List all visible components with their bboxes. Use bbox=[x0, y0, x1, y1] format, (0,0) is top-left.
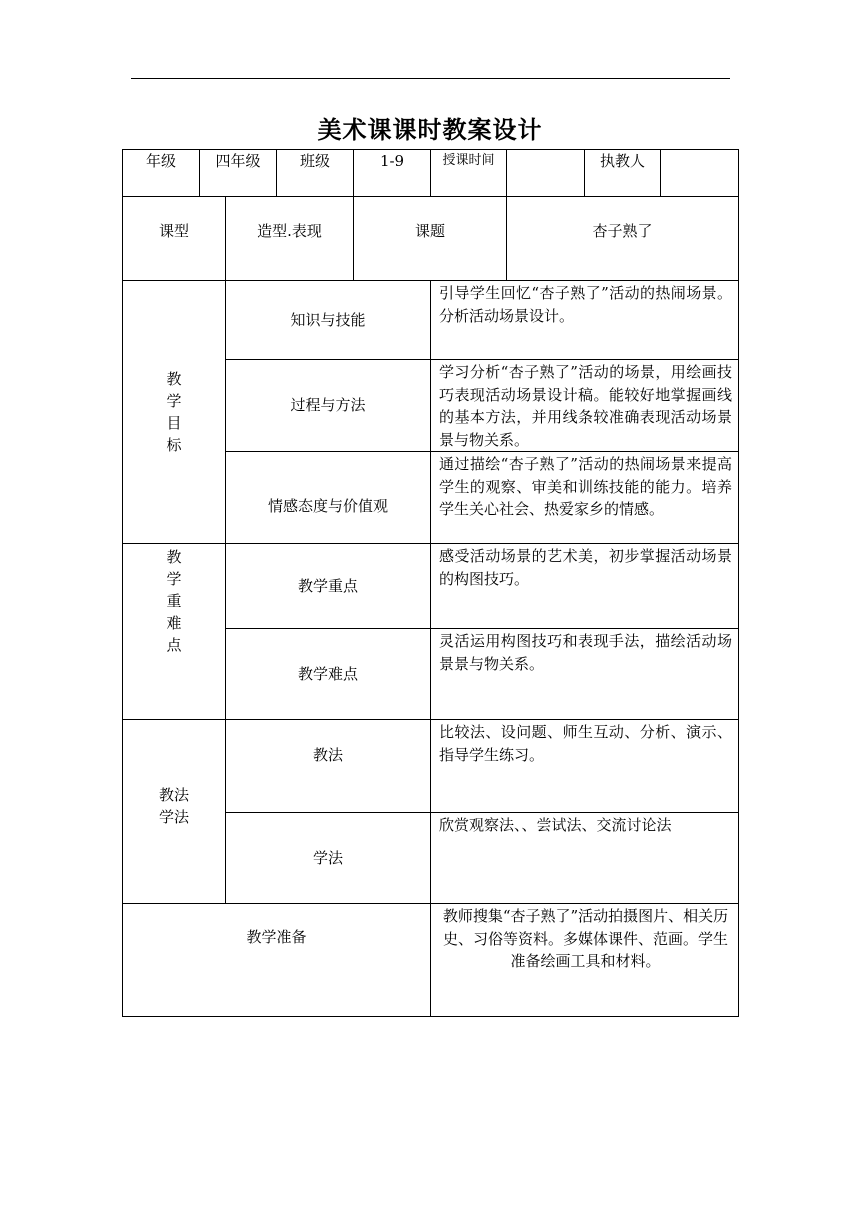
lesson-type-label: 课型 bbox=[123, 197, 226, 281]
objectives-label-char: 教 bbox=[166, 370, 182, 388]
class-value: 1-9 bbox=[354, 150, 431, 197]
lesson-row bbox=[123, 197, 739, 281]
emotion-text: 通过描绘“杏子熟了”活动的热闹场景来提高学生的观察、审美和训练技能的能力。培养学生关心社会、热爱家乡的情感。 bbox=[431, 452, 739, 544]
time-label: 授课时间 bbox=[431, 150, 507, 197]
grade-label: 年级 bbox=[123, 150, 200, 197]
methods-label bbox=[123, 720, 226, 904]
lesson-topic-value: 杏子熟了 bbox=[507, 197, 739, 281]
key-points-label-char: 点 bbox=[166, 636, 182, 654]
objectives-label-char: 学 bbox=[166, 392, 182, 410]
page-title: 美术课课时教案设计 bbox=[317, 116, 543, 144]
process-label: 过程与方法 bbox=[226, 360, 431, 452]
key-text: 感受活动场景的艺术美，初步掌握活动场景的构图技巧。 bbox=[431, 544, 739, 629]
header-rule bbox=[131, 78, 730, 79]
teaching-method-text: 比较法、设问题、师生互动、分析、演示、指导学生练习。 bbox=[431, 720, 739, 813]
objectives-label-char: 目 bbox=[166, 414, 182, 432]
grade-value: 四年级 bbox=[200, 150, 277, 197]
objectives-label-char: 标 bbox=[166, 436, 182, 454]
learning-method-label: 学法 bbox=[226, 813, 431, 904]
lesson-plan-table bbox=[122, 149, 739, 1017]
lesson-topic-label: 课题 bbox=[354, 197, 507, 281]
process-text: 学习分析“杏子熟了”活动的场景，用绘画技巧表现活动场景设计稿。能较好地掌握画线的基本方法，并用线条较准确表现活动场景景与物关系。 bbox=[431, 360, 739, 452]
learning-method-text: 欣赏观察法、、尝试法、交流讨论法 bbox=[431, 813, 739, 904]
teaching-method-label: 教法 bbox=[226, 720, 431, 813]
key-points-label bbox=[123, 544, 226, 720]
key-points-label-char: 教 bbox=[166, 548, 182, 566]
preparation-row bbox=[123, 904, 739, 1017]
class-label: 班级 bbox=[277, 150, 354, 197]
methods-label-line: 学法 bbox=[158, 807, 189, 826]
key-point-row bbox=[123, 544, 739, 629]
key-label: 教学重点 bbox=[226, 544, 431, 629]
teacher-value bbox=[661, 150, 739, 197]
header-row bbox=[123, 150, 739, 197]
preparation-label: 教学准备 bbox=[123, 904, 431, 1017]
teaching-method-row bbox=[123, 720, 739, 813]
key-points-label-char: 重 bbox=[166, 592, 182, 610]
difficult-label: 教学难点 bbox=[226, 629, 431, 720]
lesson-type-value: 造型.表现 bbox=[226, 197, 354, 281]
key-points-label-char: 学 bbox=[166, 570, 182, 588]
knowledge-label: 知识与技能 bbox=[226, 281, 431, 360]
objectives-label bbox=[123, 281, 226, 544]
key-points-label-char: 难 bbox=[166, 614, 182, 632]
teacher-label: 执教人 bbox=[585, 150, 661, 197]
time-value bbox=[507, 150, 585, 197]
emotion-label: 情感态度与价值观 bbox=[226, 452, 431, 544]
preparation-text: 教师搜集“杏子熟了”活动拍摄图片、相关历史、习俗等资料。多媒体课件、范画。学生准备绘画工具和材料。 bbox=[431, 904, 739, 1017]
knowledge-text: 引导学生回忆“杏子熟了”活动的热闹场景。分析活动场景设计。 bbox=[431, 281, 739, 360]
objective-row-knowledge bbox=[123, 281, 739, 360]
methods-label-line: 教法 bbox=[158, 785, 189, 804]
difficult-text: 灵活运用构图技巧和表现手法，描绘活动场景景与物关系。 bbox=[431, 629, 739, 720]
